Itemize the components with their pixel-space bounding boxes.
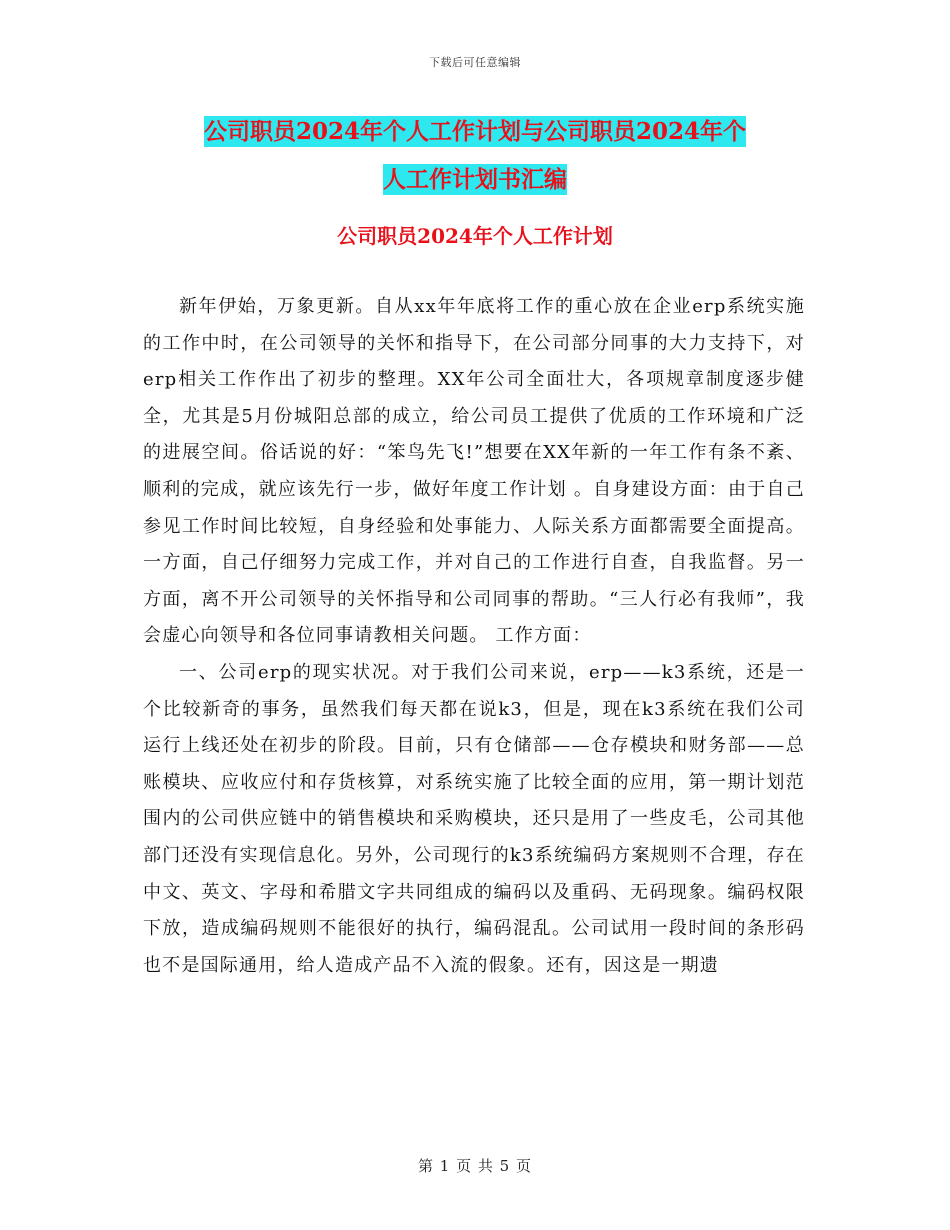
title-line-1-text: 公司职员2024年个人工作计划与公司职员2024年个: [203, 118, 747, 145]
document-title: [0, 108, 950, 204]
body-text: [143, 289, 805, 984]
paragraph-1: 新年伊始，万象更新。自从xx年年底将工作的重心放在企业erp系统实施的工作中时，在公司领导的关怀和指导下，在公司部分同事的大力支持下，对erp相关工作作出了初步的整理。XX年公司全面壮大，各项规章制度逐步健全，尤其是5月份城阳总部的成立，给公司员工提供了优质的工作环境和广泛的进展空间。俗话说的好：“笨鸟先飞!”想要在XX年新的一年工作有条不紊、顺利的完成，就应该先行一步，做好年度工作计划 。自身建设方面：由于自己参见工作时间比较短，自身经验和处事能力、人际关系方面都需要全面提高。一方面，自己仔细努力完成工作，并对自己的工作进行自查，自我监督。另一方面，离不开公司领导的关怀指导和公司同事的帮助。“三人行必有我师”，我会虚心向领导和各位同事请教相关问题。 工作方面：: [143, 296, 805, 647]
page-footer: 第 1 页 共 5 页: [418, 1157, 532, 1175]
title-line-2-text: 人工作计划书汇编: [383, 166, 567, 193]
title-line-1: [0, 108, 950, 156]
paragraph-2: 一、公司erp的现实状况。对于我们公司来说，erp——k3系统，还是一个比较新奇的事务，虽然我们每天都在说k3，但是，现在k3系统在我们公司运行上线还处在初步的阶段。目前，只有仓储部——仓存模块和财务部——总账模块、应收应付和存货核算，对系统实施了比较全面的应用，第一期计划范围内的公司供应链中的销售模块和采购模块，还只是用了一些皮毛，公司其他部门还没有实现信息化。另外，公司现行的k3系统编码方案规则不合理，存在中文、英文、字母和希腊文字共同组成的编码以及重码、无码现象。编码权限下放，造成编码规则不能很好的执行，编码混乱。公司试用一段时间的条形码也不是国际通用，给人造成产品不入流的假象。还有，因这是一期遗: [143, 661, 805, 976]
section-title: 公司职员2024年个人工作计划: [337, 224, 613, 248]
page-header: 下载后可任意编辑: [429, 56, 521, 69]
title-line-2: [0, 156, 950, 204]
